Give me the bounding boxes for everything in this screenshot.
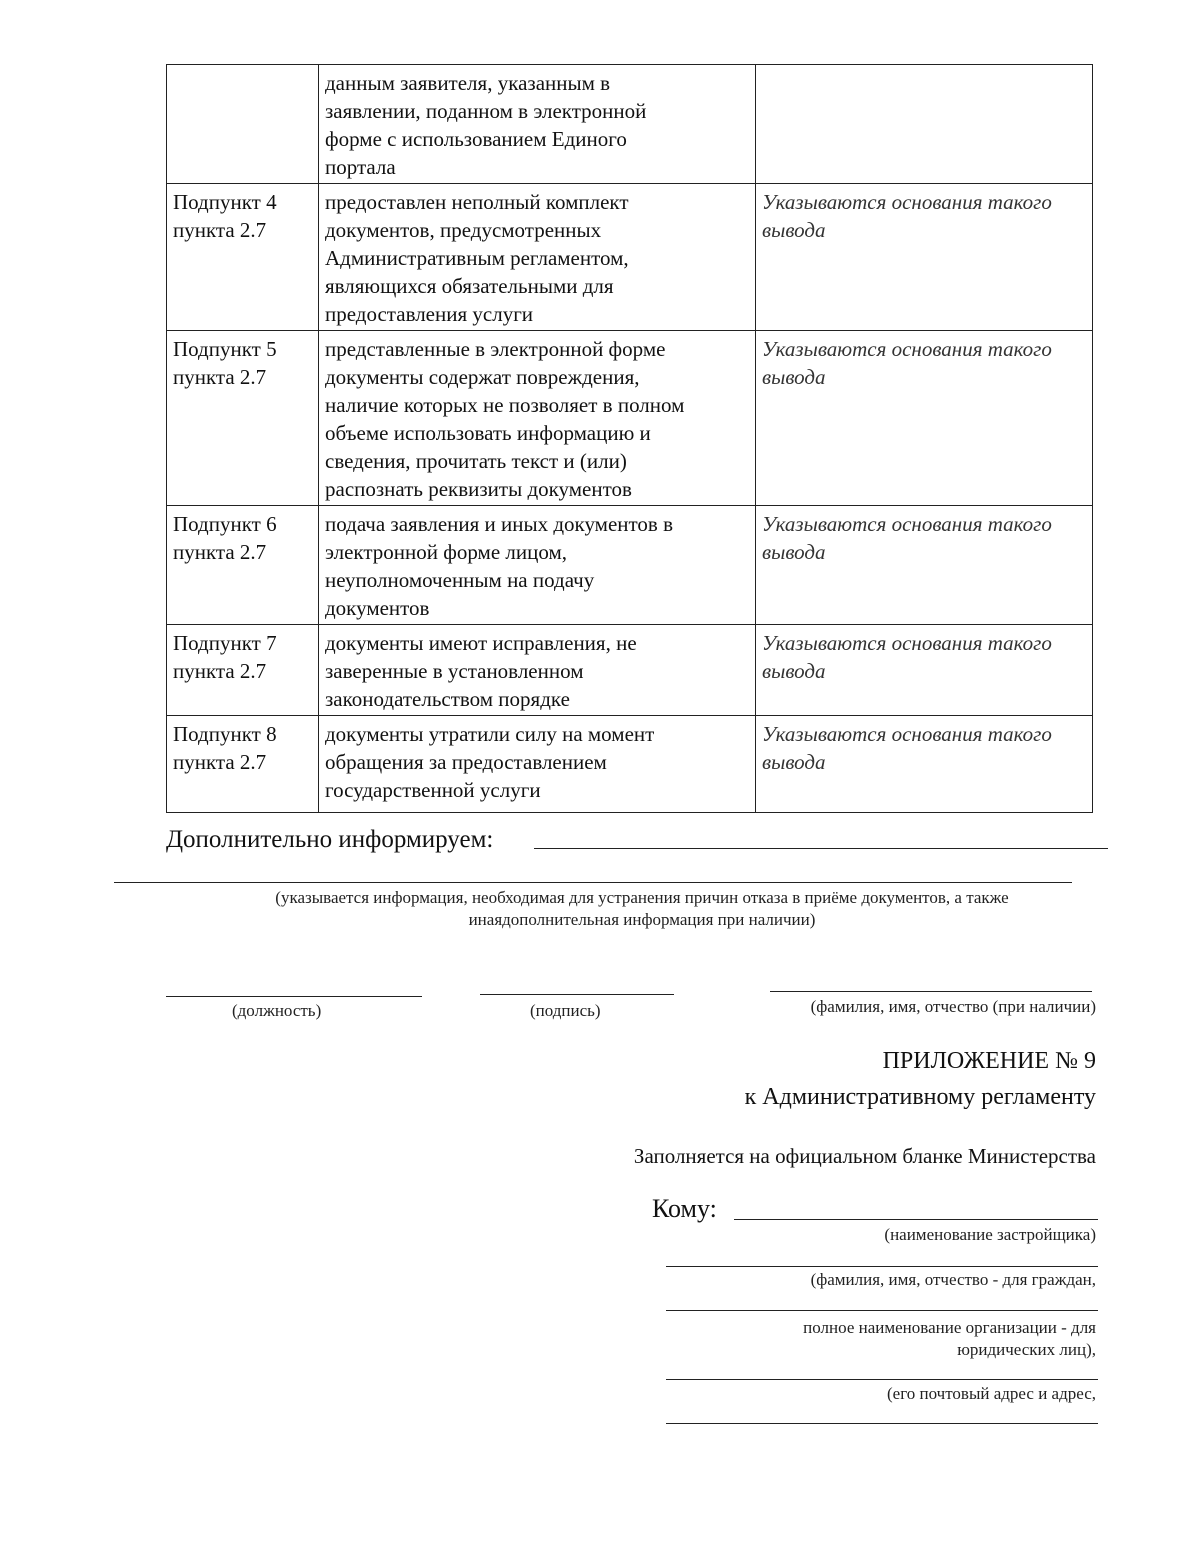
table-cell-reason: представленные в электронной форме документы содержат повреждения, наличие которых не позволяет в полном объеме использовать информацию и сведения, прочитать текст и (или) распознать реквизиты документов	[319, 331, 756, 506]
table-row	[167, 184, 1093, 331]
recipient-caption-organization-1: полное наименование организации - для	[803, 1318, 1096, 1337]
table-cell-note: Указываются основания такого вывода	[756, 506, 1093, 625]
signature-line[interactable]	[480, 994, 674, 995]
recipient-line-organization[interactable]	[666, 1310, 1098, 1311]
name-caption: (фамилия, имя, отчество (при наличии)	[810, 997, 1096, 1016]
table-row	[167, 625, 1093, 716]
table-cell-point: Подпункт 6 пункта 2.7	[167, 506, 319, 625]
table-cell-point: Подпункт 4 пункта 2.7	[167, 184, 319, 331]
table-cell-point: Подпункт 7 пункта 2.7	[167, 625, 319, 716]
recipient-caption-developer: (наименование застройщика)	[884, 1225, 1096, 1244]
recipient-line-citizens[interactable]	[666, 1266, 1098, 1267]
table-cell-reason: данным заявителя, указанным в заявлении, поданном в электронной форме с использованием Единого портала	[319, 65, 756, 184]
additional-info-line-1[interactable]	[534, 848, 1108, 849]
table-cell-note: Указываются основания такого вывода	[756, 716, 1093, 813]
additional-info-label: Дополнительно информируем:	[166, 826, 494, 853]
table-row	[167, 331, 1093, 506]
recipient-caption-address: (его почтовый адрес и адрес,	[887, 1384, 1096, 1403]
additional-info-line-2[interactable]	[114, 882, 1072, 883]
table-cell-point	[167, 65, 319, 184]
blank-note: Заполняется на официальном бланке Министерства	[633, 1144, 1096, 1168]
table-row	[167, 506, 1093, 625]
additional-info-hint-line-2: инаядополнительная информация при наличии)	[468, 910, 816, 929]
table-cell-point: Подпункт 8 пункта 2.7	[167, 716, 319, 813]
recipient-line-developer[interactable]	[734, 1219, 1098, 1220]
additional-info-hint	[212, 887, 1072, 931]
grounds-table	[166, 64, 1093, 813]
recipient-line-address[interactable]	[666, 1379, 1098, 1380]
table-cell-reason: документы утратили силу на момент обращения за предоставлением государственной услуги	[319, 716, 756, 813]
table-cell-note	[756, 65, 1093, 184]
table-cell-note: Указываются основания такого вывода	[756, 331, 1093, 506]
recipient-caption-citizens: (фамилия, имя, отчество - для граждан,	[810, 1270, 1096, 1289]
table-cell-point: Подпункт 5 пункта 2.7	[167, 331, 319, 506]
recipient-line-extra[interactable]	[666, 1423, 1098, 1424]
position-line[interactable]	[166, 996, 422, 997]
table-row	[167, 65, 1093, 184]
table-cell-reason: предоставлен неполный комплект документов, предусмотренных Административным регламентом, являющихся обязательными для предоставления услуги	[319, 184, 756, 331]
recipient-caption-organization-2: юридических лиц),	[957, 1340, 1096, 1359]
additional-info-hint-line-1: (указывается информация, необходимая для устранения причин отказа в приёме документов, а также	[275, 888, 1009, 907]
table-cell-note: Указываются основания такого вывода	[756, 625, 1093, 716]
signature-caption: (подпись)	[530, 1001, 601, 1020]
name-line[interactable]	[770, 991, 1092, 992]
appendix-title: ПРИЛОЖЕНИЕ № 9	[882, 1048, 1096, 1074]
table-row	[167, 716, 1093, 813]
table-cell-reason: документы имеют исправления, не заверенные в установленном законодательством порядке	[319, 625, 756, 716]
table-cell-note: Указываются основания такого вывода	[756, 184, 1093, 331]
position-caption: (должность)	[232, 1001, 322, 1020]
recipient-label: Кому:	[652, 1194, 717, 1223]
appendix-subtitle: к Административному регламенту	[744, 1084, 1096, 1110]
table-cell-reason: подача заявления и иных документов в электронной форме лицом, неуполномоченным на подачу документов	[319, 506, 756, 625]
